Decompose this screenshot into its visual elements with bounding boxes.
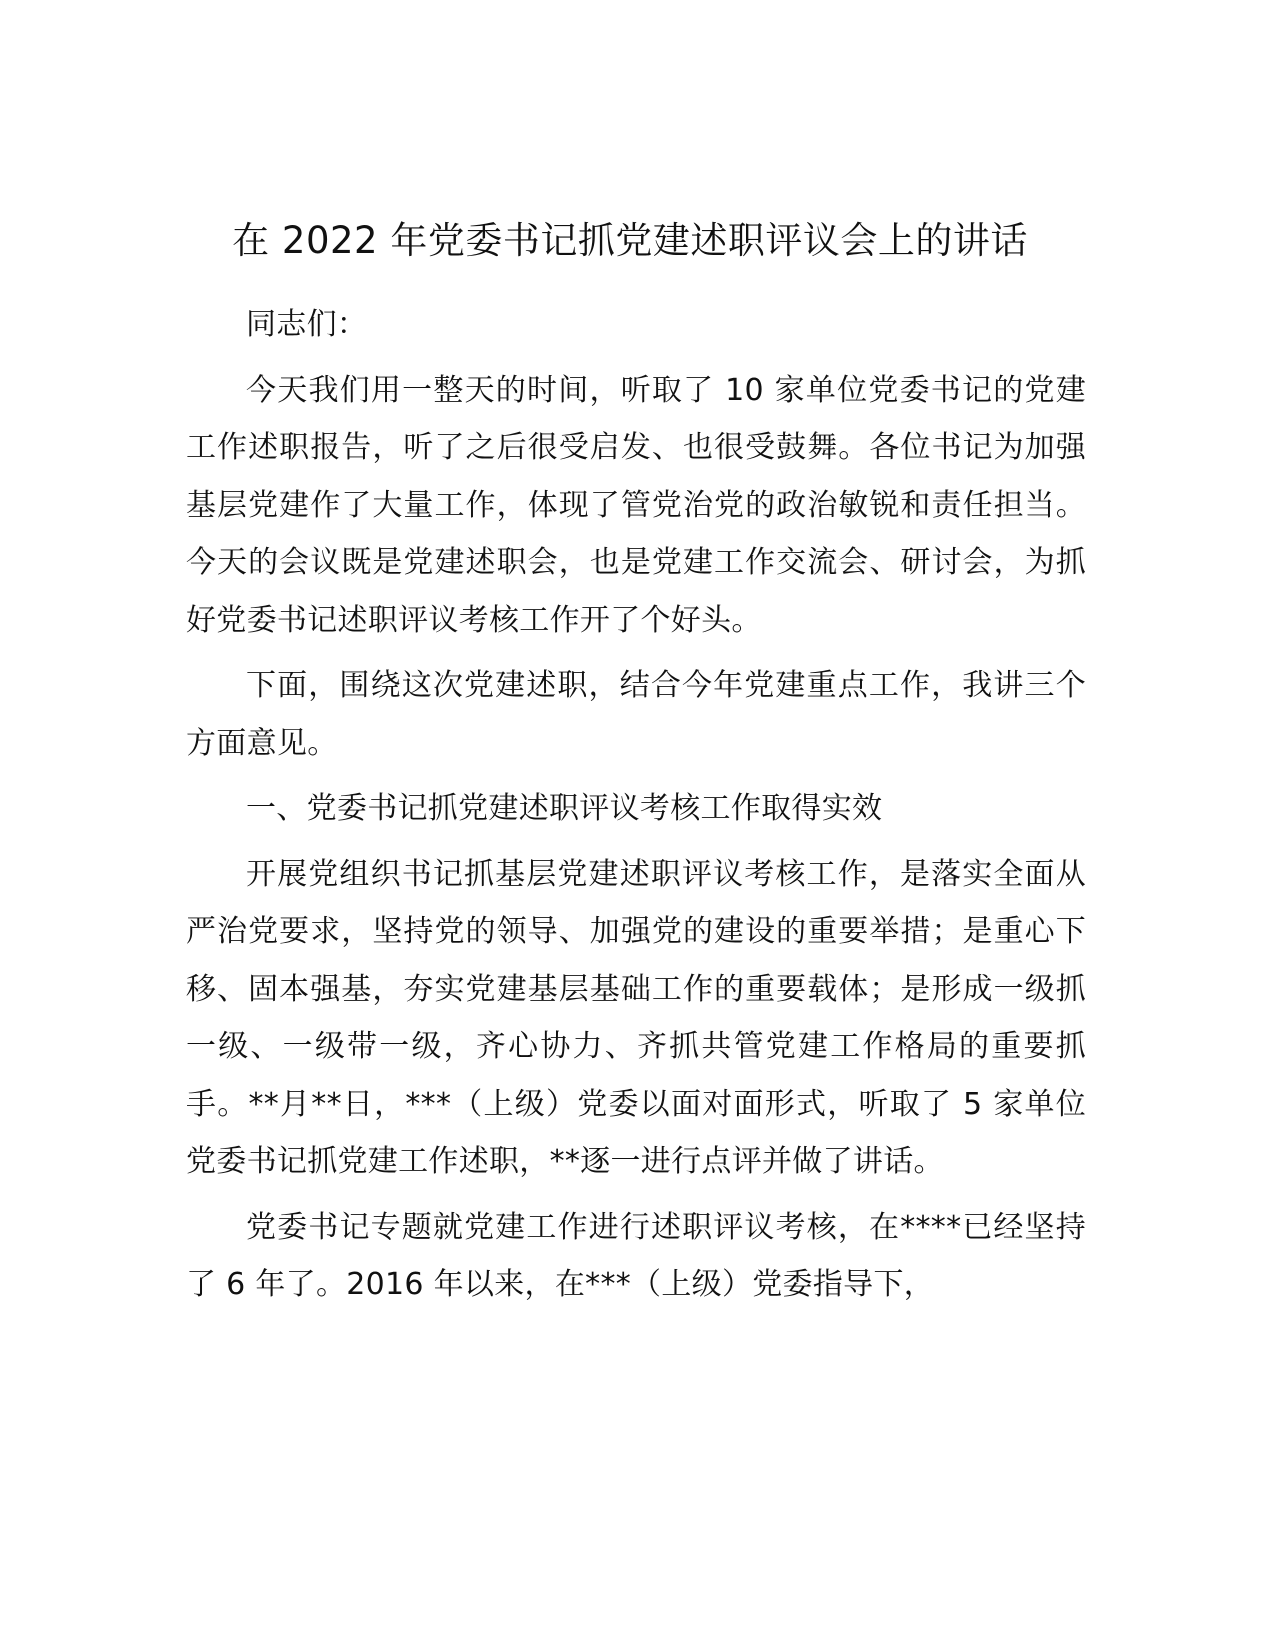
document-body xyxy=(186,296,1086,1322)
paragraph-significance: 开展党组织书记抓基层党建述职评议考核工作，是落实全面从严治党要求，坚持党的领导、加强党的建设的重要举措；是重心下移、固本强基，夯实党建基层基础工作的重要载体；是形成一级抓一级、一级带一级，齐心协力、齐抓共管党建工作格局的重要抓手。**月**日，***（上级）党委以面对面形式，听取了 5 家单位党委书记抓党建工作述职，**逐一进行点评并做了讲话。 xyxy=(186,856,1086,1179)
paragraph-history: 党委书记专题就党建工作进行述职评议考核，在****已经坚持了 6 年了。2016 年以来，在***（上级）党委指导下， xyxy=(186,1209,1086,1302)
salutation: 同志们： xyxy=(246,307,368,342)
paragraph-outline: 下面，围绕这次党建述职，结合今年党建重点工作，我讲三个方面意见。 xyxy=(186,668,1086,761)
paragraph-opening: 今天我们用一整天的时间，听取了 10 家单位党委书记的党建工作述职报告，听了之后很受启发、也很受鼓舞。各位书记为加强基层党建作了大量工作，体现了管党治党的政治敏锐和责任担当。今天的会议既是党建述职会，也是党建工作交流会、研讨会，为抓好党委书记述职评议考核工作开了个好头。 xyxy=(186,372,1086,638)
document-title: 在 2022 年党委书记抓党建述职评议会上的讲话 xyxy=(232,219,1028,262)
section-heading-1: 一、党委书记抓党建述职评议考核工作取得实效 xyxy=(246,791,883,826)
